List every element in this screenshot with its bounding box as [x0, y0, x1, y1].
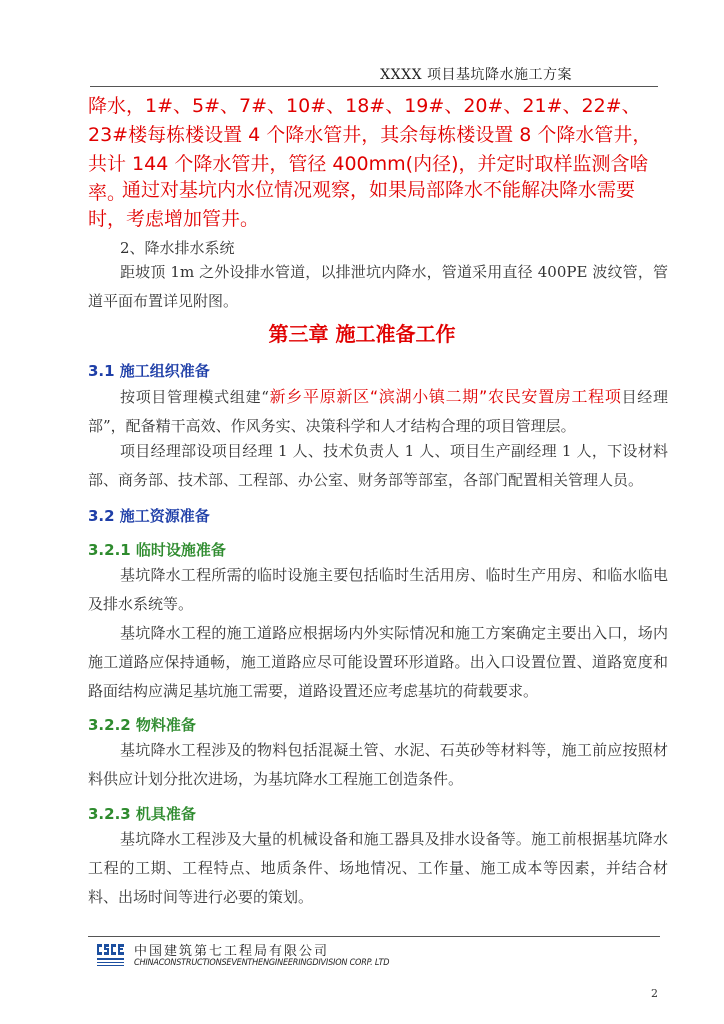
section-3-2-1-paragraph-2: 基坑降水工程的施工道路应根据场内外实际情况和施工方案确定主要出入口，场内施工道路应保持通畅，施工道路应尽可能设置环形道路。出入口设置位置、道路宽度和路面结构应满足基坑施工需要，道路设置还应考虑基坑的荷载要求。 — [88, 624, 668, 700]
drainage-heading: 2、降水排水系统 — [120, 239, 235, 257]
header-title: XXXX 项目基坑降水施工方案 — [380, 67, 572, 83]
chapter-title: 第三章 施工准备工作 — [268, 322, 456, 346]
section-3-2-heading: 3.2 施工资源准备 — [88, 507, 210, 525]
section-3-2-2-heading: 3.2.2 物料准备 — [88, 716, 196, 734]
section-3-2-1-heading: 3.2.1 临时设施准备 — [88, 541, 226, 559]
s31-p1-before: 按项目管理模式组建“ — [120, 388, 269, 406]
section-3-2-1-paragraph-1: 基坑降水工程所需的临时设施主要包括临时生活用房、临时生产用房、和临水临电及排水系统等。 — [88, 566, 668, 613]
project-name-highlight: 新乡平原新区“滨湖小镇二期”农民安置房工程项 — [268, 387, 622, 406]
footer-company-cn: 中国建筑第七工程局有限公司 — [134, 944, 330, 959]
page-number: 2 — [651, 987, 658, 1000]
s31-p1-after: 目经理部”，配备精干高效、作风务实、决策科学和人才结构合理的项目管理层。 — [88, 388, 668, 435]
cscec-logo-icon — [96, 941, 126, 969]
section-3-2-3-paragraph-1: 基坑降水工程涉及大量的机械设备和施工器具及排水设备等。施工前根据基坑降水工程的工期、工程特点、地质条件、场地情况、工作量、施工成本等因素，并结合材料、出场时间等进行必要的策划。 — [88, 830, 668, 906]
section-3-1-paragraph-2: 项目经理部设项目经理 1 人、技术负责人 1 人、项目生产副经理 1 人，下设材料部、商务部、技术部、工程部、办公室、财务部等部室，各部门配置相关管理人员。 — [88, 442, 668, 489]
section-3-2-3-heading: 3.2.3 机具准备 — [88, 805, 196, 823]
section-3-1-heading: 3.1 施工组织准备 — [88, 362, 210, 380]
red-paragraph-add-wells: 通过对基坑内水位情况观察，如果局部降水不能解决降水需要时，考虑增加管井。 — [88, 179, 636, 230]
drainage-text: 距坡顶 1m 之外设排水管道，以排泄坑内降水，管道采用直径 400PE 波纹管，管道平面布置详见附图。 — [88, 263, 668, 310]
red-paragraph-wells: 降水，1#、5#、7#、10#、18#、19#、20#、21#、22#、23#楼每栋楼设置 4 个降水管井，其余每栋楼设置 8 个降水管井，共计 144 个降水管井，管径 400mm(内径)，并定时取样监测含啥率。 — [88, 95, 652, 204]
footer-company-en: CHINACONSTRUCTIONSEVENTHENGINEERINGDIVISION CORP. LTD — [134, 958, 390, 968]
footer-divider — [88, 936, 660, 937]
page-header — [90, 62, 658, 87]
section-3-2-2-paragraph-1: 基坑降水工程涉及的物料包括混凝土管、水泥、石英砂等材料等，施工前应按照材料供应计划分批次进场，为基坑降水工程施工创造条件。 — [88, 741, 668, 788]
section-3-1-paragraph-1 — [88, 382, 668, 441]
